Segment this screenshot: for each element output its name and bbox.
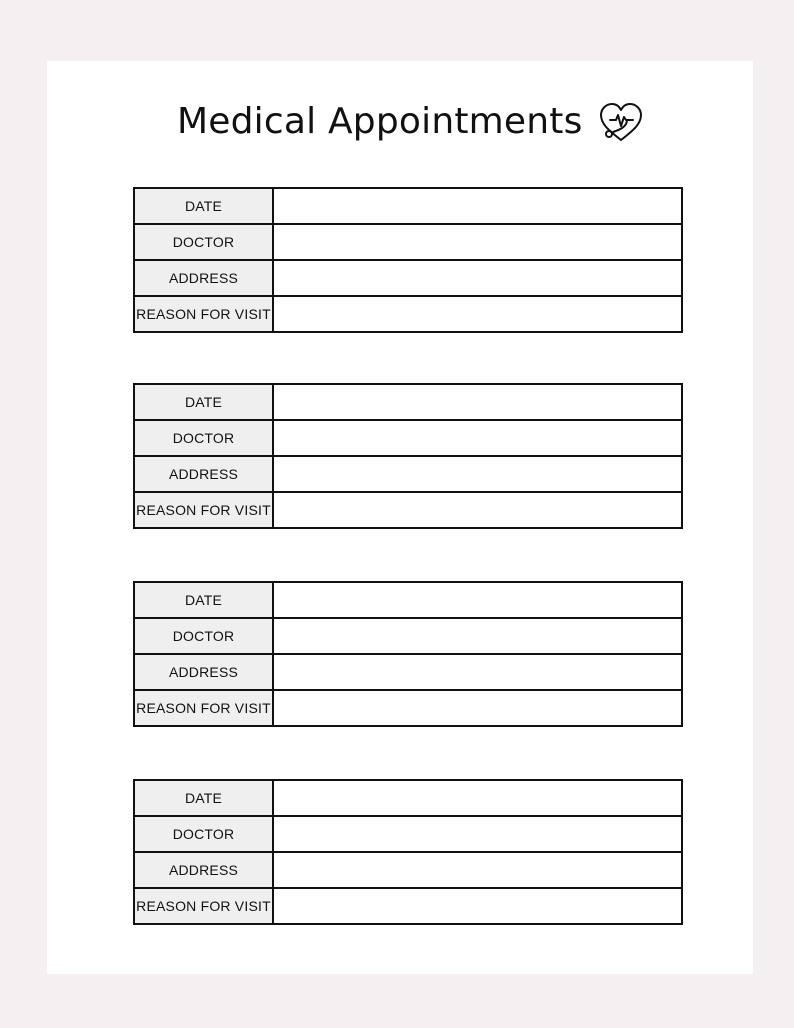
reason-field[interactable] bbox=[273, 690, 682, 726]
reason-field[interactable] bbox=[273, 296, 682, 332]
date-label: DATE bbox=[134, 582, 273, 618]
reason-row bbox=[134, 296, 682, 332]
header bbox=[0, 96, 794, 148]
date-field[interactable] bbox=[273, 188, 682, 224]
doctor-label: DOCTOR bbox=[134, 224, 273, 260]
address-label: ADDRESS bbox=[134, 852, 273, 888]
address-label: ADDRESS bbox=[134, 456, 273, 492]
doctor-field[interactable] bbox=[273, 816, 682, 852]
date-field[interactable] bbox=[273, 384, 682, 420]
reason-label: REASON FOR VISIT bbox=[134, 888, 273, 924]
reason-field[interactable] bbox=[273, 492, 682, 528]
doctor-field[interactable] bbox=[273, 618, 682, 654]
reason-label: REASON FOR VISIT bbox=[134, 492, 273, 528]
date-row bbox=[134, 780, 682, 816]
doctor-label: DOCTOR bbox=[134, 816, 273, 852]
heart-stethoscope-icon bbox=[597, 100, 645, 148]
address-row bbox=[134, 456, 682, 492]
address-field[interactable] bbox=[273, 654, 682, 690]
address-row bbox=[134, 654, 682, 690]
doctor-row bbox=[134, 618, 682, 654]
appointment-block-2 bbox=[133, 383, 683, 529]
date-field[interactable] bbox=[273, 780, 682, 816]
date-row bbox=[134, 384, 682, 420]
reason-label: REASON FOR VISIT bbox=[134, 690, 273, 726]
doctor-label: DOCTOR bbox=[134, 420, 273, 456]
appointment-block-4 bbox=[133, 779, 683, 925]
date-row bbox=[134, 582, 682, 618]
doctor-label: DOCTOR bbox=[134, 618, 273, 654]
date-field[interactable] bbox=[273, 582, 682, 618]
doctor-row bbox=[134, 420, 682, 456]
address-label: ADDRESS bbox=[134, 260, 273, 296]
date-label: DATE bbox=[134, 384, 273, 420]
doctor-field[interactable] bbox=[273, 224, 682, 260]
reason-field[interactable] bbox=[273, 888, 682, 924]
appointment-block-1 bbox=[133, 187, 683, 333]
address-field[interactable] bbox=[273, 456, 682, 492]
address-field[interactable] bbox=[273, 260, 682, 296]
reason-row bbox=[134, 888, 682, 924]
reason-row bbox=[134, 690, 682, 726]
reason-label: REASON FOR VISIT bbox=[134, 296, 273, 332]
doctor-field[interactable] bbox=[273, 420, 682, 456]
date-row bbox=[134, 188, 682, 224]
address-row bbox=[134, 852, 682, 888]
page-title: Medical Appointments bbox=[177, 101, 583, 142]
appointment-block-3 bbox=[133, 581, 683, 727]
doctor-row bbox=[134, 224, 682, 260]
address-field[interactable] bbox=[273, 852, 682, 888]
address-row bbox=[134, 260, 682, 296]
reason-row bbox=[134, 492, 682, 528]
date-label: DATE bbox=[134, 188, 273, 224]
doctor-row bbox=[134, 816, 682, 852]
date-label: DATE bbox=[134, 780, 273, 816]
address-label: ADDRESS bbox=[134, 654, 273, 690]
